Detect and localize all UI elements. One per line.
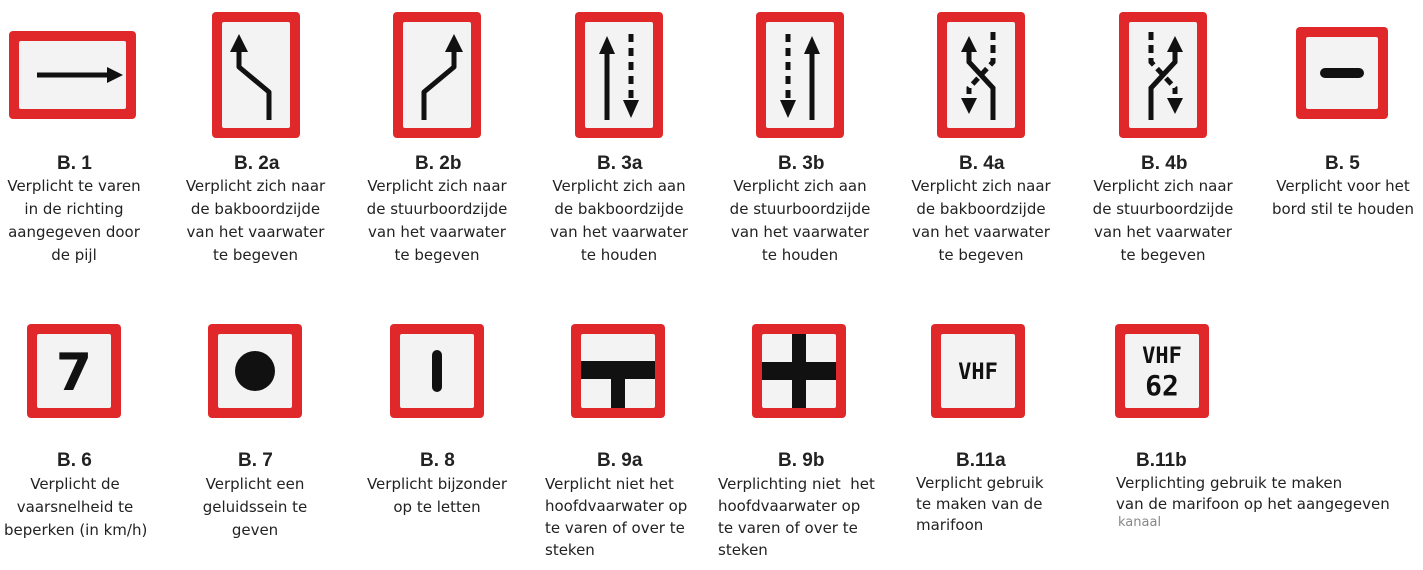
sign-description: Verplicht niet het hoofdvaarwater op te varen of over te steken [545,475,688,559]
sign-vhf-text: VHF [958,360,998,385]
sign-description: Verplicht zich naar de stuurboordzijde van het vaarwater te begeven [366,177,508,264]
vhf-radio-icon [931,324,1025,418]
sign-description: Verplicht zich naar de bakboordzijde van het vaarwater te begeven [911,177,1051,264]
sign-description: Verplicht een geluidssein te geven [202,475,308,539]
sign-description: Verplicht zich naar de stuurboordzijde van het vaarwater te begeven [1092,177,1234,264]
cross-to-port-arrows-icon [937,12,1025,138]
horizontal-bar-icon [1296,27,1388,119]
sign-description: Verplicht gebruik te maken van de marifoon [916,474,1044,534]
sign-code: B. 4a [959,153,1005,174]
sign-code: B. 4b [1141,153,1188,174]
filled-circle-icon [208,324,302,418]
vertical-bar-icon [390,324,484,418]
speed-limit-number-icon [27,324,121,418]
sign-channel-number: 62 [1145,369,1179,402]
sign-code: B.11b [1136,450,1187,471]
sign-description: Verplicht zich aan de bakboordzijde van het vaarwater te houden [550,177,688,264]
lane-shift-right-arrow-icon [393,12,481,138]
sign-code: B. 5 [1325,153,1360,174]
sign-description: Verplichting gebruik te maken van de marifoon op het aangegeven [1116,474,1390,513]
sign-code: B. 9a [597,450,643,471]
arrow-right-icon [9,31,136,119]
sign-code: B. 1 [57,153,92,174]
sign-code: B. 7 [238,450,273,471]
sign-code: B. 9b [778,450,825,471]
lane-shift-left-arrow-icon [212,12,300,138]
sign-vhf-text: VHF [1142,344,1182,369]
t-junction-icon [571,324,665,418]
vhf-channel-icon [1115,324,1209,418]
sign-code: B.11a [956,450,1006,471]
cross-to-starboard-arrows-icon [1119,12,1207,138]
sign-code: B. 3a [597,153,643,174]
crossroads-icon [752,324,846,418]
keep-right-two-way-arrows-icon [756,12,844,138]
keep-left-two-way-arrows-icon [575,12,663,138]
sign-description: Verplicht zich aan de stuurboordzijde van het vaarwater te houden [729,177,871,264]
sign-code: B. 8 [420,450,455,471]
sign-number: 7 [55,343,93,403]
sign-description: Verplicht zich naar de bakboordzijde van het vaarwater te begeven [185,177,326,264]
sign-note: kanaal [1118,515,1162,530]
sign-description: Verplicht te varen in de richting aangegeven door de pijl [7,177,141,264]
sign-code: B. 2a [234,153,280,174]
sign-code: B. 3b [778,153,825,174]
sign-code: B. 6 [57,450,92,471]
sign-description: Verplicht bijzonder op te letten [366,475,508,516]
sign-description: Verplicht voor het bord stil te houden [1271,177,1415,218]
sign-description: Verplichting niet het hoofdvaarwater op te varen of over te steken [718,475,875,559]
sign-description: Verplicht de vaarsnelheid te beperken (in km/h) [4,475,148,539]
sign-code: B. 2b [415,153,462,174]
